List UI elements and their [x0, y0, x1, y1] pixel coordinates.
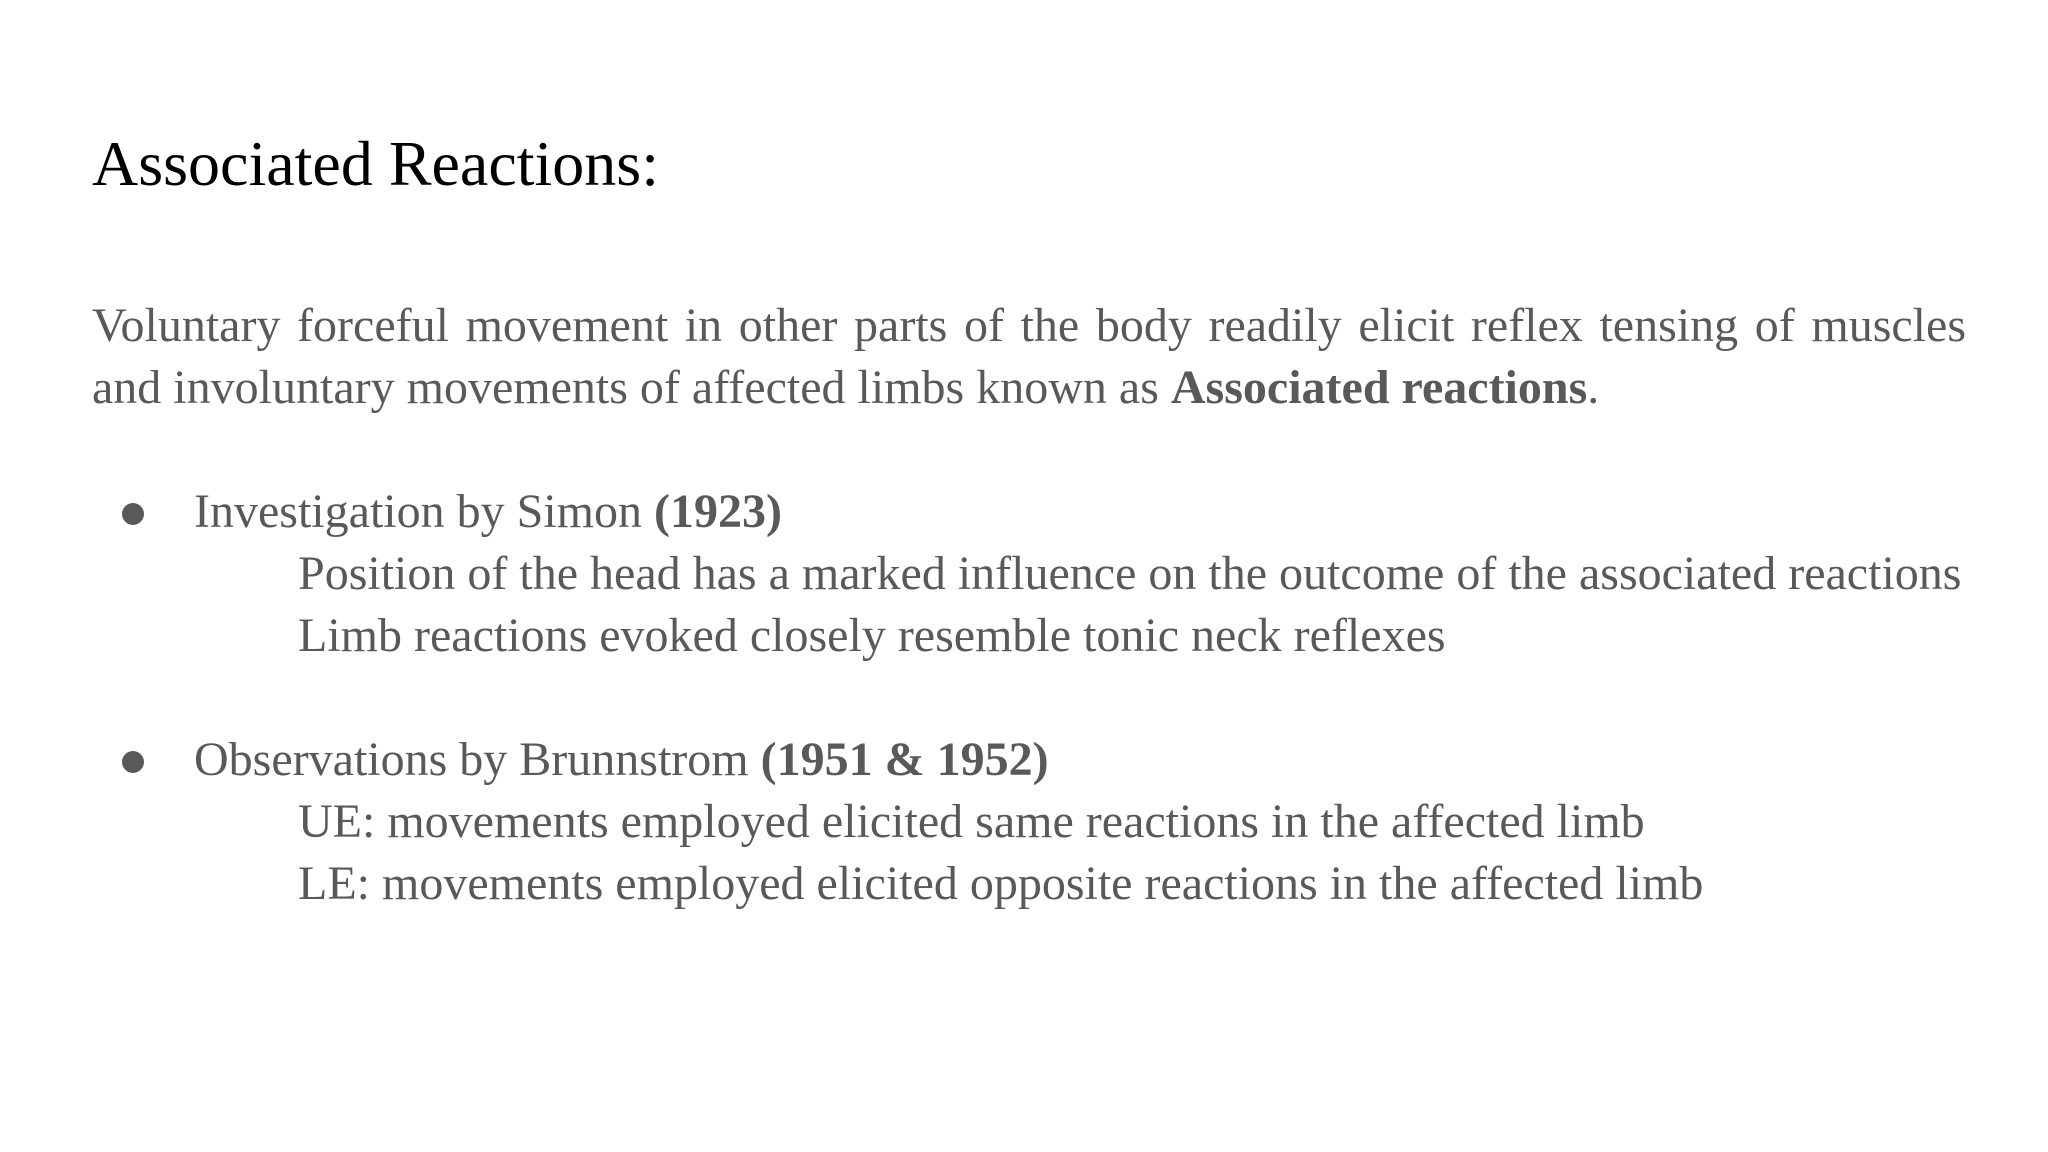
bullet-heading	[194, 729, 1966, 791]
bullet-lead: Investigation by Simon	[194, 485, 654, 538]
bullet-dot-icon	[122, 503, 144, 525]
bullet-year: (1951 & 1952)	[760, 733, 1049, 786]
bullet-year: (1923)	[653, 485, 782, 538]
intro-bold-term: Associated reactions	[1170, 361, 1588, 414]
intro-text: Voluntary forceful movement in other parts of the body readily elicit reflex tensing of muscles and involuntary movements of affected limbs known as	[92, 299, 1966, 414]
slide-body	[92, 295, 1966, 915]
bullet-detail: Limb reactions evoked closely resemble tonic neck reflexes	[298, 609, 1446, 662]
bullet-list	[92, 481, 1966, 915]
intro-paragraph	[92, 295, 1966, 419]
slide-title: Associated Reactions:	[92, 128, 659, 199]
bullet-item-brunnstrom	[92, 729, 1966, 915]
bullet-detail: Position of the head has a marked influence on the outcome of the associated reactions	[298, 547, 1962, 600]
bullet-item-simon	[92, 481, 1966, 667]
bullet-lead: Observations by Brunnstrom	[194, 733, 761, 786]
bullet-dot-icon	[122, 751, 144, 773]
bullet-heading	[194, 481, 1966, 543]
bullet-detail: LE: movements employed elicited opposite reactions in the affected limb	[298, 857, 1704, 910]
bullet-detail: UE: movements employed elicited same reactions in the affected limb	[298, 795, 1645, 848]
intro-end: .	[1587, 361, 1600, 414]
